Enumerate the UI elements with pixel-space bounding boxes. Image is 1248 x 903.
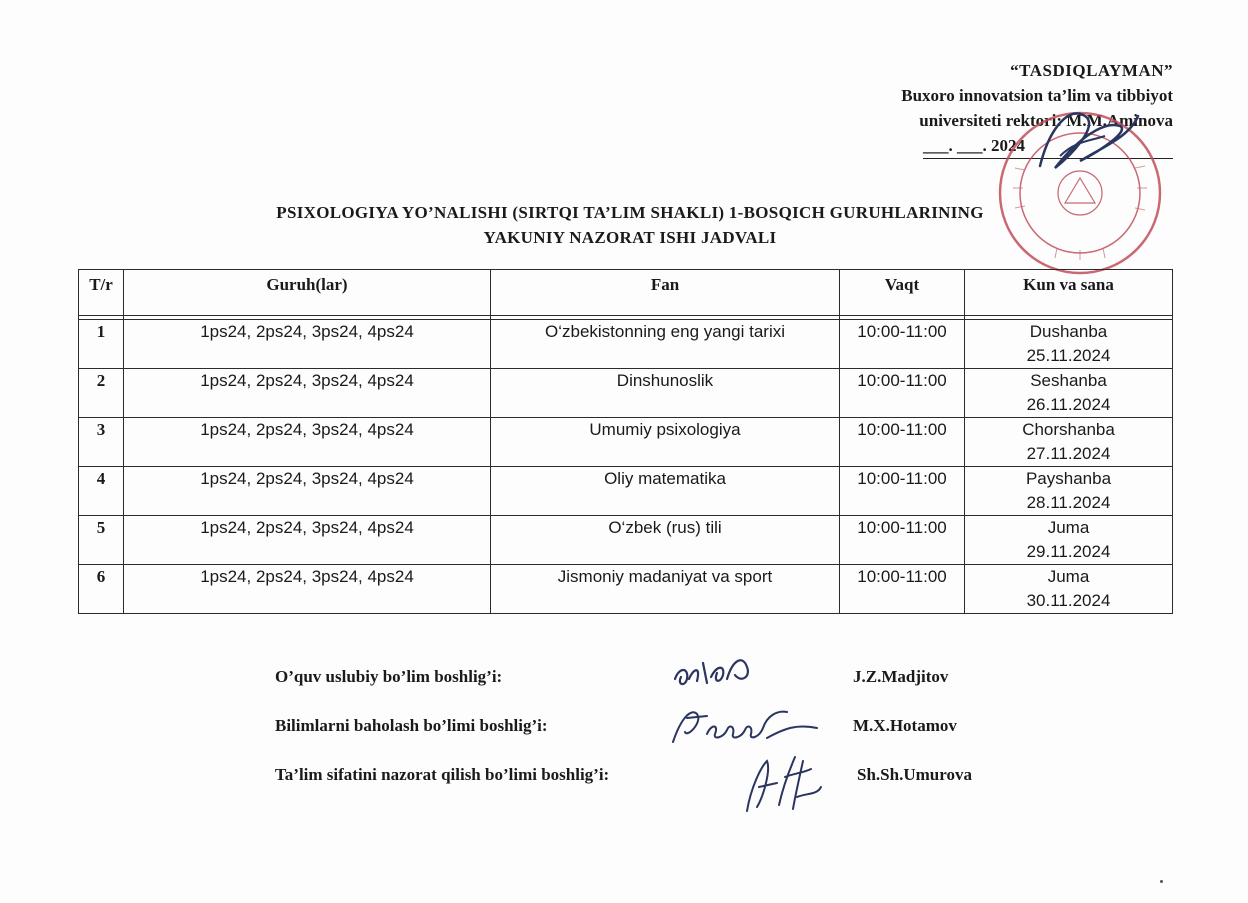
signer-name: J.Z.Madjitov — [853, 667, 949, 686]
signer-row — [275, 765, 1035, 814]
row-number: 1 — [79, 320, 124, 369]
approval-line-2: universiteti rektori: M.M.Aminova — [919, 111, 1173, 130]
row-subject: Dinshunoslik — [491, 369, 840, 418]
signer-role: Bilimlarni baholash bo’limi boshlig’i: — [275, 716, 548, 735]
row-day: Juma — [1047, 567, 1090, 586]
row-groups: 1ps24, 2ps24, 3ps24, 4ps24 — [124, 369, 491, 418]
row-day-date — [965, 467, 1173, 516]
table-header-row — [79, 270, 1173, 316]
signer-name: Sh.Sh.Umurova — [857, 765, 972, 784]
row-date: 25.11.2024 — [1026, 346, 1111, 365]
row-groups: 1ps24, 2ps24, 3ps24, 4ps24 — [124, 565, 491, 614]
signer-name: M.X.Hotamov — [853, 716, 957, 735]
row-time: 10:00-11:00 — [840, 418, 965, 467]
row-number: 6 — [79, 565, 124, 614]
signature-hotamov — [667, 698, 827, 754]
title-line-1: PSIXOLOGIYA YO’NALISHI (SIRTQI TA’LIM SHAKLI) 1-BOSQICH GURUHLARINING — [276, 203, 984, 222]
signer-row — [275, 716, 1035, 765]
row-subject: Umumiy psixologiya — [491, 418, 840, 467]
table-row — [79, 418, 1173, 467]
signature-umurova — [737, 747, 837, 821]
row-date: 28.11.2024 — [1026, 493, 1111, 512]
exam-schedule-table — [78, 269, 1173, 614]
table-row — [79, 516, 1173, 565]
signer-role: Ta’lim sifatini nazorat qilish bo’limi boshlig’i: — [275, 765, 610, 784]
row-groups: 1ps24, 2ps24, 3ps24, 4ps24 — [124, 418, 491, 467]
title-line-2: YAKUNIY NAZORAT ISHI JADVALI — [483, 228, 777, 247]
row-number: 4 — [79, 467, 124, 516]
row-day: Dushanba — [1029, 322, 1108, 341]
row-day: Payshanba — [1025, 469, 1112, 488]
document-title — [130, 200, 1130, 250]
row-day-date — [965, 418, 1173, 467]
row-day-date — [965, 516, 1173, 565]
signatures-block — [275, 667, 1035, 814]
row-day-date — [965, 565, 1173, 614]
signature-madjitov — [667, 649, 777, 699]
signer-row — [275, 667, 1035, 716]
row-time: 10:00-11:00 — [840, 516, 965, 565]
row-number: 2 — [79, 369, 124, 418]
row-day-date — [965, 320, 1173, 369]
table-row — [79, 565, 1173, 614]
row-groups: 1ps24, 2ps24, 3ps24, 4ps24 — [124, 320, 491, 369]
approval-line-1: Buxoro innovatsion ta’lim va tibbiyot — [901, 86, 1173, 105]
row-number: 5 — [79, 516, 124, 565]
row-groups: 1ps24, 2ps24, 3ps24, 4ps24 — [124, 516, 491, 565]
row-date: 27.11.2024 — [1026, 444, 1111, 463]
table-row — [79, 369, 1173, 418]
row-subject: Oliy matematika — [491, 467, 840, 516]
header-number: T/r — [79, 270, 124, 316]
table-row — [79, 320, 1173, 369]
row-date: 30.11.2024 — [1026, 591, 1111, 610]
row-date: 26.11.2024 — [1026, 395, 1111, 414]
row-day: Juma — [1047, 518, 1090, 537]
row-time: 10:00-11:00 — [840, 369, 965, 418]
header-time: Vaqt — [840, 270, 965, 316]
row-date: 29.11.2024 — [1026, 542, 1111, 561]
row-subject: O‘zbek (rus) tili — [491, 516, 840, 565]
header-subject: Fan — [491, 270, 840, 316]
signer-role: O’quv uslubiy bo’lim boshlig’i: — [275, 667, 503, 686]
row-time: 10:00-11:00 — [840, 565, 965, 614]
table-row — [79, 467, 1173, 516]
row-subject: Jismoniy madaniyat va sport — [491, 565, 840, 614]
header-groups: Guruh(lar) — [124, 270, 491, 316]
approval-heading: “TASDIQLAYMAN” — [1010, 61, 1173, 80]
header-day-date: Kun va sana — [965, 270, 1173, 316]
scan-speck — [1160, 880, 1163, 883]
row-day-date — [965, 369, 1173, 418]
row-time: 10:00-11:00 — [840, 467, 965, 516]
row-number: 3 — [79, 418, 124, 467]
row-day: Seshanba — [1030, 371, 1107, 390]
rector-signature — [1010, 96, 1150, 186]
row-time: 10:00-11:00 — [840, 320, 965, 369]
approval-date-line: ___. ___. 2024 — [923, 133, 1173, 159]
row-subject: O‘zbekistonning eng yangi tarixi — [491, 320, 840, 369]
row-day: Chorshanba — [1022, 420, 1115, 439]
row-groups: 1ps24, 2ps24, 3ps24, 4ps24 — [124, 467, 491, 516]
